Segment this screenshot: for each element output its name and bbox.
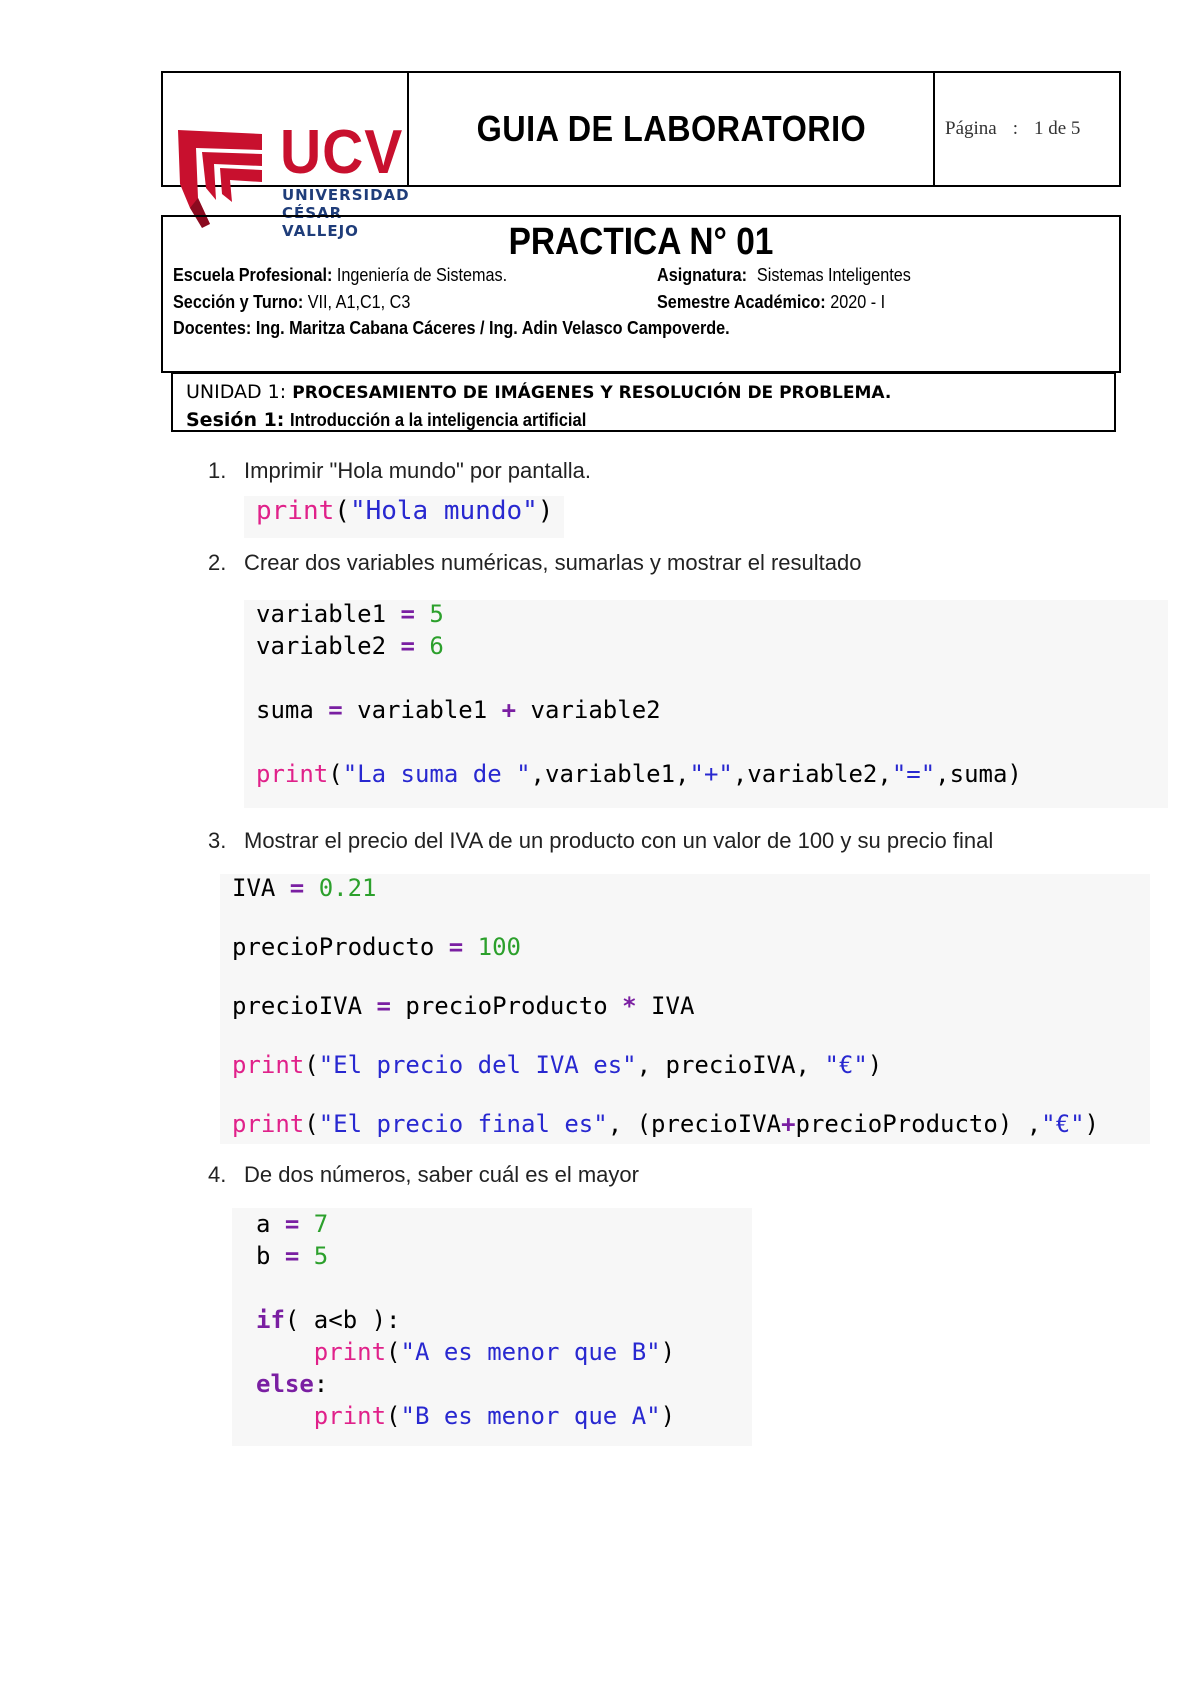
code-token: = <box>448 933 464 961</box>
exercise-number: 3. <box>208 828 227 853</box>
code-token: "El precio del IVA es" <box>318 1051 637 1079</box>
code-token: print <box>313 1338 387 1366</box>
code-token: print <box>256 496 335 526</box>
exercise-4-prompt <box>208 1162 639 1188</box>
code-token: "A es menor que B" <box>400 1338 661 1366</box>
code-token: IVA <box>636 992 695 1020</box>
code-token <box>256 1402 314 1430</box>
asignatura-label: Asignatura: <box>657 265 748 285</box>
seccion-value: VII, A1,C1, C3 <box>307 292 411 312</box>
code-block-2 <box>256 600 1022 788</box>
code-token: print <box>313 1402 387 1430</box>
code-token: "+" <box>689 760 733 788</box>
exercise-text: De dos números, saber cuál es el mayor <box>244 1162 639 1187</box>
code-token: + <box>781 1110 796 1138</box>
ucv-logo <box>176 118 410 240</box>
code-token: variable1 <box>256 600 401 628</box>
unidad-label: UNIDAD 1: <box>186 381 287 403</box>
asignatura-row <box>657 265 911 286</box>
code-token: = <box>284 1242 300 1270</box>
code-line <box>256 632 444 660</box>
code-token: 7 <box>299 1210 329 1238</box>
code-token: suma <box>256 696 329 724</box>
code-token: "B es menor que A" <box>400 1402 661 1430</box>
semestre-value: 2020 - I <box>830 292 886 312</box>
code-token: ) <box>537 496 554 526</box>
code-token: = <box>400 600 415 628</box>
docentes-row: Docentes: Ing. Maritza Cabana Cáceres / Ing. Adin Velasco Campoverde. <box>173 318 730 338</box>
escuela-label: Escuela Profesional: <box>173 265 333 285</box>
code-token: = <box>400 632 415 660</box>
unidad-value: PROCESAMIENTO DE IMÁGENES Y RESOLUCIÓN DE PROBLEMA. <box>292 383 892 403</box>
code-token: "Hola mundo" <box>349 496 538 526</box>
code-line <box>256 1402 675 1430</box>
page-number-cell <box>935 71 1121 187</box>
code-token: 100 <box>463 933 521 961</box>
code-token: variable2 <box>516 696 661 724</box>
code-token: else <box>256 1370 314 1398</box>
code-line <box>232 933 521 961</box>
exercise-2-prompt <box>208 550 861 576</box>
ucv-shield-icon <box>176 128 264 228</box>
header-title-cell <box>407 71 935 187</box>
logo-brand-text: UCV <box>280 118 404 187</box>
unidad-row <box>186 379 1114 407</box>
code-token: print <box>232 1051 305 1079</box>
code-line <box>256 600 444 628</box>
code-token: print <box>232 1110 305 1138</box>
code-token: precioIVA <box>232 992 377 1020</box>
asignatura-value: Sistemas Inteligentes <box>756 265 911 285</box>
code-block-4 <box>256 1210 676 1430</box>
code-line <box>232 874 377 902</box>
code-token: "€" <box>824 1051 868 1079</box>
code-line <box>256 1306 401 1334</box>
sesion-value: Introducción a la inteligencia artificial <box>290 410 587 430</box>
code-token: ( <box>386 1402 401 1430</box>
escuela-row <box>173 265 507 286</box>
seccion-row <box>173 292 410 313</box>
code-token: "=" <box>891 760 936 788</box>
page-separator: : <box>1012 118 1018 139</box>
code-token: * <box>622 992 637 1020</box>
code-token: = <box>284 1210 300 1238</box>
page-value: 1 de 5 <box>1034 118 1081 139</box>
code-line <box>256 496 553 526</box>
code-token: = <box>376 992 391 1020</box>
code-token: precioProducto <box>232 933 449 961</box>
code-token: ( <box>328 760 343 788</box>
exercise-text: Crear dos variables numéricas, sumarlas y mostrar el resultado <box>244 550 862 575</box>
unidad-box <box>171 372 1116 432</box>
code-line <box>256 1242 328 1270</box>
exercise-text: Mostrar el precio del IVA de un producto con un valor de 100 y su precio final <box>244 828 994 853</box>
logo-line-1: UNIVERSIDAD <box>282 186 410 204</box>
sesion-label: Sesión 1: <box>186 409 285 431</box>
code-block-1 <box>256 496 554 556</box>
code-token: 5 <box>299 1242 329 1270</box>
code-token: 6 <box>414 632 444 660</box>
code-token: ,suma) <box>935 760 1022 788</box>
code-token: = <box>328 696 343 724</box>
code-token: 0.21 <box>304 874 377 902</box>
escuela-value: Ingeniería de Sistemas. <box>336 265 508 285</box>
code-line <box>232 1110 1099 1138</box>
document-title: GUIA DE LABORATORIO <box>476 108 866 149</box>
code-line <box>256 1370 328 1398</box>
code-token: ( a<b ): <box>284 1306 401 1334</box>
exercise-number: 4. <box>208 1162 227 1187</box>
code-line <box>256 760 1022 788</box>
code-token: IVA <box>232 874 290 902</box>
code-token: b <box>256 1242 285 1270</box>
code-line <box>232 1051 882 1079</box>
exercise-1-prompt <box>208 458 591 484</box>
exercise-number: 2. <box>208 550 227 575</box>
exercise-number: 1. <box>208 458 227 483</box>
code-token: precioProducto) , <box>795 1110 1042 1138</box>
code-token: ,variable2, <box>732 760 892 788</box>
code-block-3 <box>232 874 1099 1138</box>
code-token: + <box>501 696 517 724</box>
code-token: "La suma de " <box>342 760 531 788</box>
semestre-row <box>657 292 885 313</box>
exercise-text: Imprimir "Hola mundo" por pantalla. <box>244 458 591 483</box>
sesion-row <box>186 407 1114 434</box>
code-token: "El precio final es" <box>318 1110 608 1138</box>
code-line <box>232 992 694 1020</box>
code-token: ) <box>660 1402 676 1430</box>
code-token: variable1 <box>342 696 502 724</box>
practica-info-box <box>161 215 1121 373</box>
seccion-label: Sección y Turno: <box>173 292 304 312</box>
code-token: ( <box>304 1110 319 1138</box>
code-token: ) <box>1084 1110 1099 1138</box>
logo-line-2: CÉSAR VALLEJO <box>282 204 359 240</box>
code-token: ( <box>334 496 350 526</box>
code-token: a <box>256 1210 285 1238</box>
code-token: , (precioIVA <box>607 1110 782 1138</box>
code-token: , precioIVA, <box>636 1051 825 1079</box>
page-label: Página <box>945 118 997 139</box>
code-token: print <box>256 760 329 788</box>
code-token: : <box>313 1370 329 1398</box>
code-token: ) <box>867 1051 883 1079</box>
code-token: precioProducto <box>390 992 623 1020</box>
code-token: ( <box>304 1051 319 1079</box>
code-token: 5 <box>414 600 444 628</box>
code-token: ( <box>386 1338 401 1366</box>
code-line <box>256 1210 328 1238</box>
exercise-3-prompt <box>208 828 993 854</box>
code-token: ,variable1, <box>530 760 690 788</box>
practica-title: PRACTICA N° 01 <box>508 221 774 263</box>
semestre-label: Semestre Académico: <box>657 292 826 312</box>
code-token <box>256 1338 314 1366</box>
code-token: ) <box>660 1338 676 1366</box>
code-line <box>256 1338 675 1366</box>
code-token: if <box>256 1306 285 1334</box>
code-token: variable2 <box>256 632 401 660</box>
code-token: "€" <box>1041 1110 1085 1138</box>
code-line <box>256 696 661 724</box>
code-token: = <box>289 874 305 902</box>
